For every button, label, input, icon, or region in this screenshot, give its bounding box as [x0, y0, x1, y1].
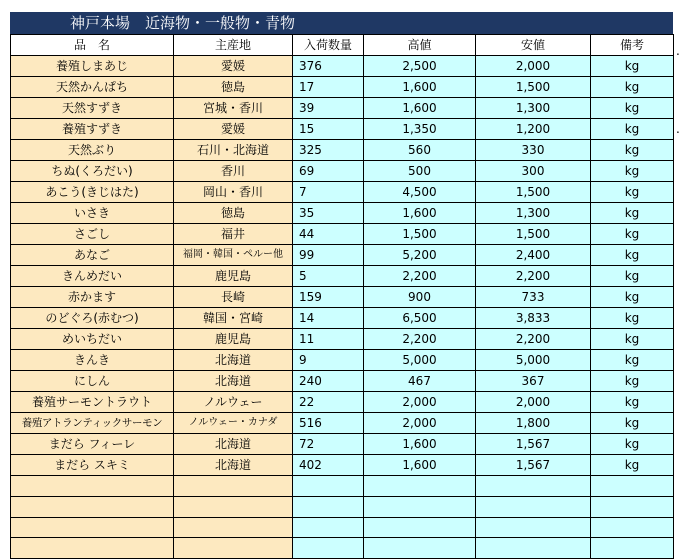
- table-row: [11, 287, 674, 308]
- cell-origin: 石川・北海道: [174, 140, 293, 161]
- table-row: [11, 203, 674, 224]
- cell-note: [591, 538, 674, 559]
- cell-note: kg: [591, 350, 674, 371]
- table-row: [11, 56, 674, 77]
- cell-quantity: [293, 496, 364, 517]
- cell-note: [591, 476, 674, 497]
- cell-note: kg: [591, 455, 674, 476]
- cell-high: 2,200: [364, 266, 476, 287]
- page-title: 神戸本場 近海物・一般物・青物: [10, 12, 673, 34]
- cell-name: あこう(きじはた): [11, 182, 174, 203]
- cell-note: kg: [591, 98, 674, 119]
- table-row: [11, 224, 674, 245]
- cell-high: 2,000: [364, 392, 476, 413]
- header-name: 品 名: [11, 35, 174, 56]
- cell-note: [591, 496, 674, 517]
- cell-high: [364, 538, 476, 559]
- cell-note: kg: [591, 182, 674, 203]
- cell-low: 2,200: [476, 329, 591, 350]
- cell-high: 560: [364, 140, 476, 161]
- cell-name: いさき: [11, 203, 174, 224]
- cell-note: kg: [591, 308, 674, 329]
- cell-quantity: 7: [293, 182, 364, 203]
- cell-low: 1,300: [476, 203, 591, 224]
- cell-quantity: 14: [293, 308, 364, 329]
- cell-name: のどぐろ(赤むつ): [11, 308, 174, 329]
- table-row: [11, 308, 674, 329]
- cell-note: kg: [591, 77, 674, 98]
- cell-origin: 北海道: [174, 350, 293, 371]
- cell-origin: 北海道: [174, 434, 293, 455]
- cell-origin: 香川: [174, 161, 293, 182]
- cell-quantity: 11: [293, 329, 364, 350]
- header-high: 高値: [364, 35, 476, 56]
- edge-mark: .: [676, 122, 680, 136]
- cell-name: まだら スキミ: [11, 455, 174, 476]
- cell-low: 1,500: [476, 182, 591, 203]
- cell-origin: 北海道: [174, 455, 293, 476]
- cell-high: 1,600: [364, 434, 476, 455]
- table-row: [11, 455, 674, 476]
- cell-low: 1,500: [476, 224, 591, 245]
- cell-low: 1,800: [476, 413, 591, 434]
- table-row: [11, 496, 674, 517]
- cell-low: 1,500: [476, 77, 591, 98]
- cell-origin: [174, 476, 293, 497]
- cell-note: kg: [591, 434, 674, 455]
- cell-origin: 長崎: [174, 287, 293, 308]
- cell-high: 1,600: [364, 455, 476, 476]
- table-row: [11, 392, 674, 413]
- cell-quantity: 376: [293, 56, 364, 77]
- cell-quantity: 69: [293, 161, 364, 182]
- price-table: [10, 34, 674, 559]
- cell-name: [11, 496, 174, 517]
- cell-origin: 愛媛: [174, 56, 293, 77]
- cell-low: 1,567: [476, 455, 591, 476]
- cell-origin: ノルウェー・カナダ: [174, 413, 293, 434]
- cell-note: kg: [591, 56, 674, 77]
- cell-origin: 福井: [174, 224, 293, 245]
- cell-name: 養殖すずき: [11, 119, 174, 140]
- cell-high: [364, 517, 476, 538]
- cell-high: 1,500: [364, 224, 476, 245]
- cell-quantity: 99: [293, 245, 364, 266]
- cell-low: 5,000: [476, 350, 591, 371]
- cell-high: 5,000: [364, 350, 476, 371]
- cell-name: 天然かんぱち: [11, 77, 174, 98]
- cell-name: めいちだい: [11, 329, 174, 350]
- cell-low: 300: [476, 161, 591, 182]
- cell-high: 5,200: [364, 245, 476, 266]
- cell-name: あなご: [11, 245, 174, 266]
- cell-quantity: 159: [293, 287, 364, 308]
- cell-name: 天然すずき: [11, 98, 174, 119]
- table-row: [11, 538, 674, 559]
- cell-name: 養殖しまあじ: [11, 56, 174, 77]
- cell-origin: [174, 538, 293, 559]
- cell-quantity: 39: [293, 98, 364, 119]
- table-row: [11, 476, 674, 497]
- cell-quantity: [293, 538, 364, 559]
- cell-high: 900: [364, 287, 476, 308]
- cell-quantity: 325: [293, 140, 364, 161]
- cell-quantity: 17: [293, 77, 364, 98]
- cell-quantity: 72: [293, 434, 364, 455]
- cell-origin: 鹿児島: [174, 329, 293, 350]
- cell-quantity: [293, 476, 364, 497]
- cell-low: 2,200: [476, 266, 591, 287]
- cell-origin: 徳島: [174, 77, 293, 98]
- cell-note: kg: [591, 413, 674, 434]
- table-row: [11, 245, 674, 266]
- cell-name: [11, 517, 174, 538]
- cell-low: 733: [476, 287, 591, 308]
- table-row: [11, 434, 674, 455]
- cell-origin: 北海道: [174, 371, 293, 392]
- cell-low: [476, 496, 591, 517]
- cell-origin: 宮城・香川: [174, 98, 293, 119]
- cell-name: さごし: [11, 224, 174, 245]
- cell-high: 2,500: [364, 56, 476, 77]
- cell-high: 467: [364, 371, 476, 392]
- cell-origin: [174, 496, 293, 517]
- cell-origin: 福岡・韓国・ペルー他: [174, 245, 293, 266]
- cell-low: [476, 476, 591, 497]
- cell-high: 4,500: [364, 182, 476, 203]
- edge-mark: .: [676, 44, 680, 58]
- cell-low: 3,833: [476, 308, 591, 329]
- cell-name: 赤かます: [11, 287, 174, 308]
- cell-quantity: 516: [293, 413, 364, 434]
- table-row: [11, 119, 674, 140]
- header-low: 安値: [476, 35, 591, 56]
- cell-low: 1,200: [476, 119, 591, 140]
- table-row: [11, 98, 674, 119]
- cell-quantity: 15: [293, 119, 364, 140]
- table-row: [11, 329, 674, 350]
- cell-quantity: 22: [293, 392, 364, 413]
- cell-origin: 徳島: [174, 203, 293, 224]
- cell-quantity: 240: [293, 371, 364, 392]
- cell-low: 330: [476, 140, 591, 161]
- cell-note: kg: [591, 287, 674, 308]
- cell-origin: ノルウェー: [174, 392, 293, 413]
- cell-high: 1,600: [364, 98, 476, 119]
- cell-note: kg: [591, 392, 674, 413]
- cell-high: 6,500: [364, 308, 476, 329]
- table-row: [11, 413, 674, 434]
- table-row: [11, 77, 674, 98]
- cell-origin: 岡山・香川: [174, 182, 293, 203]
- cell-note: [591, 517, 674, 538]
- cell-high: 500: [364, 161, 476, 182]
- cell-low: 1,567: [476, 434, 591, 455]
- cell-quantity: 5: [293, 266, 364, 287]
- cell-origin: [174, 517, 293, 538]
- cell-name: [11, 538, 174, 559]
- cell-low: [476, 538, 591, 559]
- cell-name: にしん: [11, 371, 174, 392]
- table-row: [11, 182, 674, 203]
- cell-note: kg: [591, 119, 674, 140]
- cell-name: 養殖アトランティックサーモン: [11, 413, 174, 434]
- cell-high: 1,600: [364, 203, 476, 224]
- cell-high: 2,200: [364, 329, 476, 350]
- cell-high: [364, 476, 476, 497]
- cell-low: 2,400: [476, 245, 591, 266]
- cell-name: きんめだい: [11, 266, 174, 287]
- header-row: [11, 35, 674, 56]
- table-row: [11, 371, 674, 392]
- cell-note: kg: [591, 140, 674, 161]
- cell-note: kg: [591, 266, 674, 287]
- cell-quantity: 35: [293, 203, 364, 224]
- table-row: [11, 140, 674, 161]
- cell-high: 1,350: [364, 119, 476, 140]
- table-row: [11, 350, 674, 371]
- cell-origin: 韓国・宮崎: [174, 308, 293, 329]
- header-origin: 主産地: [174, 35, 293, 56]
- cell-quantity: 44: [293, 224, 364, 245]
- cell-quantity: 9: [293, 350, 364, 371]
- cell-note: kg: [591, 224, 674, 245]
- cell-high: [364, 496, 476, 517]
- cell-quantity: [293, 517, 364, 538]
- cell-low: [476, 517, 591, 538]
- cell-name: まだら フィーレ: [11, 434, 174, 455]
- cell-origin: 愛媛: [174, 119, 293, 140]
- table-row: [11, 517, 674, 538]
- cell-name: ちぬ(くろだい): [11, 161, 174, 182]
- cell-note: kg: [591, 203, 674, 224]
- cell-note: kg: [591, 371, 674, 392]
- cell-high: 2,000: [364, 413, 476, 434]
- cell-low: 367: [476, 371, 591, 392]
- cell-low: 2,000: [476, 56, 591, 77]
- cell-note: kg: [591, 245, 674, 266]
- cell-name: 天然ぶり: [11, 140, 174, 161]
- cell-high: 1,600: [364, 77, 476, 98]
- table-row: [11, 266, 674, 287]
- cell-low: 2,000: [476, 392, 591, 413]
- table-row: [11, 161, 674, 182]
- cell-quantity: 402: [293, 455, 364, 476]
- cell-note: kg: [591, 329, 674, 350]
- cell-name: 養殖サーモントラウト: [11, 392, 174, 413]
- header-note: 備考: [591, 35, 674, 56]
- cell-name: きんき: [11, 350, 174, 371]
- header-quantity: 入荷数量: [293, 35, 364, 56]
- cell-name: [11, 476, 174, 497]
- cell-low: 1,300: [476, 98, 591, 119]
- cell-origin: 鹿児島: [174, 266, 293, 287]
- cell-note: kg: [591, 161, 674, 182]
